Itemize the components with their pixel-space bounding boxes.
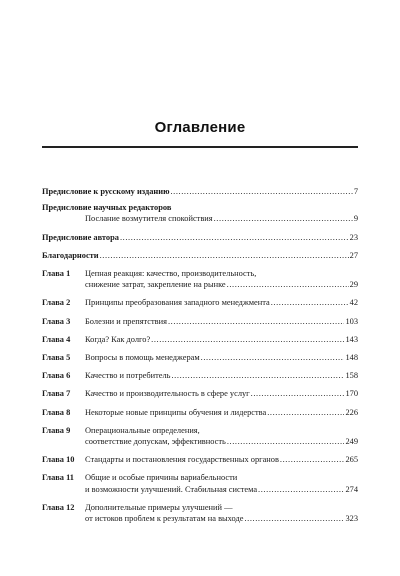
toc-page-number: 27 bbox=[349, 250, 358, 260]
toc-page-number: 23 bbox=[349, 232, 358, 242]
toc-entry-title: Качество и потребитель bbox=[85, 371, 171, 381]
toc-entry-chapter-9[interactable] bbox=[42, 425, 358, 447]
chapter-label: Глава 4 bbox=[42, 334, 71, 344]
toc-entry-title-line-2: снижение затрат, закрепление на рынке bbox=[85, 280, 226, 290]
toc-entry-title-line-2: соответствие допускам, эффективность bbox=[85, 437, 226, 447]
dot-leader bbox=[100, 250, 349, 261]
dot-leader bbox=[244, 513, 344, 524]
toc-page-number: 7 bbox=[353, 187, 358, 196]
toc-entry-title: Предисловие к русскому изданию bbox=[42, 187, 170, 196]
chapter-label: Глава 12 bbox=[42, 502, 75, 512]
toc-entry-chapter-5[interactable] bbox=[42, 352, 358, 363]
toc-entry-title: Качество и производительность в сфере услуг bbox=[85, 389, 250, 399]
table-of-contents bbox=[42, 186, 358, 524]
dot-leader bbox=[151, 334, 344, 345]
dot-leader bbox=[214, 213, 353, 224]
toc-entry-title-line-1: Дополнительные примеры улучшений — bbox=[85, 502, 233, 512]
toc-entry-title: Принципы преобразования западного менеджмента bbox=[85, 298, 270, 308]
toc-entry-preface-russian[interactable] bbox=[42, 186, 358, 197]
chapter-label: Глава 2 bbox=[42, 298, 71, 308]
chapter-label: Глава 7 bbox=[42, 389, 71, 399]
dot-leader bbox=[258, 484, 344, 495]
toc-entry-chapter-2[interactable] bbox=[42, 297, 358, 308]
toc-entry-chapter-3[interactable] bbox=[42, 316, 358, 327]
dot-leader bbox=[171, 370, 344, 381]
toc-page-number: 42 bbox=[349, 298, 358, 308]
toc-page-number: 265 bbox=[345, 455, 358, 465]
toc-entry-chapter-8[interactable] bbox=[42, 407, 358, 418]
chapter-label: Глава 8 bbox=[42, 407, 71, 417]
dot-leader bbox=[227, 279, 349, 290]
toc-page-number: 148 bbox=[345, 353, 358, 363]
toc-entry-chapter-7[interactable] bbox=[42, 388, 358, 399]
toc-entry-title-line-1: Операциональные определения, bbox=[85, 425, 200, 435]
dot-leader bbox=[168, 316, 344, 327]
toc-entry-chapter-11[interactable] bbox=[42, 472, 358, 494]
toc-entry-acknowledgements[interactable] bbox=[42, 250, 358, 261]
toc-entry-title-line-2: и возможности улучшений. Стабильная система bbox=[85, 484, 258, 494]
chapter-label: Глава 3 bbox=[42, 316, 71, 326]
toc-page-number: 158 bbox=[345, 371, 358, 381]
toc-page-number: 9 bbox=[353, 214, 358, 224]
toc-page-number: 226 bbox=[345, 407, 358, 417]
toc-entry-title: Послание возмутителя спокойствия bbox=[85, 214, 213, 224]
toc-entry-title: Предисловие автора bbox=[42, 232, 119, 242]
toc-entry-title: Стандарты и постановления государственных органов bbox=[85, 455, 279, 465]
chapter-label: Глава 1 bbox=[42, 269, 71, 279]
dot-leader bbox=[120, 232, 349, 243]
title-rule bbox=[42, 146, 358, 148]
toc-page-number: 274 bbox=[345, 484, 358, 494]
toc-entry-title: Предисловие научных редакторов bbox=[42, 203, 172, 213]
toc-entry-title: Вопросы в помощь менеджерам bbox=[85, 353, 200, 363]
toc-page-number: 103 bbox=[345, 316, 358, 326]
toc-entry-title-line-2: от истоков проблем к результатам на выходе bbox=[85, 514, 244, 524]
dot-leader bbox=[170, 186, 352, 197]
toc-page-number: 323 bbox=[345, 514, 358, 524]
toc-entry-title: Болезни и препятствия bbox=[85, 316, 167, 326]
chapter-label: Глава 6 bbox=[42, 371, 71, 381]
toc-entry-chapter-12[interactable] bbox=[42, 502, 358, 524]
dot-leader bbox=[267, 407, 344, 418]
chapter-label: Глава 10 bbox=[42, 455, 75, 465]
toc-entry-preface-author[interactable] bbox=[42, 232, 358, 243]
dot-leader bbox=[251, 388, 345, 399]
toc-entry-preface-editors[interactable] bbox=[42, 202, 358, 213]
toc-entry-title: Благодарности bbox=[42, 250, 99, 260]
toc-entry-chapter-6[interactable] bbox=[42, 370, 358, 381]
dot-leader bbox=[227, 436, 345, 447]
toc-entry-chapter-1[interactable] bbox=[42, 268, 358, 290]
toc-entry-chapter-4[interactable] bbox=[42, 334, 358, 345]
toc-page-number: 29 bbox=[349, 280, 358, 290]
toc-entry-title: Когда? Как долго? bbox=[85, 334, 151, 344]
toc-page-number: 143 bbox=[345, 334, 358, 344]
toc-page-number: 249 bbox=[345, 437, 358, 447]
dot-leader bbox=[201, 352, 345, 363]
chapter-label: Глава 5 bbox=[42, 353, 71, 363]
page-title: Оглавление bbox=[154, 119, 246, 136]
chapter-label: Глава 9 bbox=[42, 425, 71, 435]
toc-entry-title-line-1: Общие и особые причины вариабельности bbox=[85, 473, 238, 483]
dot-leader bbox=[271, 297, 349, 308]
toc-page-number: 170 bbox=[345, 389, 358, 399]
dot-leader bbox=[280, 454, 345, 465]
toc-entry-chapter-10[interactable] bbox=[42, 454, 358, 465]
toc-entry-message[interactable] bbox=[42, 213, 358, 224]
chapter-label: Глава 11 bbox=[42, 473, 74, 483]
toc-entry-title: Некоторые новые принципы обучения и лидерства bbox=[85, 407, 267, 417]
toc-entry-title-line-1: Цепная реакция: качество, производительность, bbox=[85, 269, 257, 279]
